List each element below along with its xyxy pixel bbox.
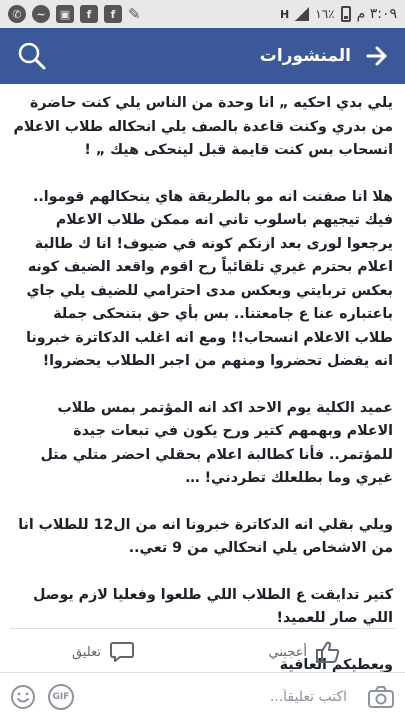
like-label: أعجبني bbox=[268, 644, 307, 660]
whatsapp-icon: ✆ bbox=[8, 5, 26, 23]
gif-button[interactable]: GIF bbox=[48, 684, 74, 710]
comment-label: تعليق bbox=[72, 644, 101, 660]
app-header bbox=[0, 28, 405, 84]
notification-icons bbox=[8, 5, 141, 23]
post-paragraph-1: يلي بدي احكيه „ انا وحدة من الناس يلي كنت حاضرة من بدري وكنت قاعدة بالصف يلي انحكاله طلاب الاعلام انسحاب بس كنت قايمة قبل لينحكى هيك „ ! bbox=[13, 95, 393, 158]
status-bar bbox=[0, 0, 405, 28]
search-button[interactable] bbox=[12, 36, 52, 76]
post-paragraph-2: هلا انا صفنت انه مو بالطريقة هاي ينحكالهم قوموا.. فيك تيجيهم باسلوب تاني انه ممكن طلاب الاعلام يرجعوا لورى بعد ازنكم كونه في ضيوف! انا ك طالبة اعلام بحترم غيري تلقائياً رح اقوم واقعد الضيف كونه بعكس تربايتي وبعكس مدى احترامي للضيف يلي جاي باعتباره عنا ع جامعتنا.. بس بأي حق بتنحكى جملة طلاب الاعلام انسحاب!! ومع انه اغلب الدكاترة خبرونا انه يفضل تحضروا ومنهم من اجبر الطلاب يحضروا! bbox=[26, 188, 393, 369]
network-indicator: H bbox=[280, 7, 290, 21]
comment-icon bbox=[109, 640, 135, 664]
messenger-icon: ~ bbox=[32, 5, 50, 23]
post-paragraph-3: عميد الكلية يوم الاحد اكد انه المؤتمر بمس طلاب الاعلام وبهمهم كتير ورح يكون في تبعات جيدة للمؤتمر.. فأنا كطالبة اعلام بحقلي احضر متلي متل غيري وما بطلعلك تطردني! … bbox=[40, 399, 393, 486]
clock: ٣:٠٩ م bbox=[356, 6, 397, 22]
thumbs-up-icon bbox=[315, 640, 341, 664]
divider bbox=[10, 628, 395, 629]
comment-button[interactable] bbox=[72, 640, 135, 664]
post-paragraph-6: ويعطيكم العافية bbox=[279, 656, 393, 673]
search-icon bbox=[17, 41, 47, 71]
comment-input[interactable] bbox=[86, 681, 355, 713]
back-button[interactable] bbox=[361, 40, 393, 72]
page-title: المنشورات bbox=[259, 46, 351, 66]
gallery-icon: ▣ bbox=[56, 5, 74, 23]
post-paragraph-5: كتير تدايقت ع الطلاب اللي طلعوا وفعليا لازم يوصل اللي صار للعميد! bbox=[33, 586, 393, 626]
arrow-right-icon bbox=[366, 46, 388, 66]
like-button[interactable] bbox=[269, 640, 341, 664]
facebook-icon: f bbox=[80, 5, 98, 23]
status-right bbox=[280, 6, 397, 22]
comment-bar bbox=[0, 672, 405, 720]
facebook-icon-2: f bbox=[104, 5, 122, 23]
post-actions bbox=[0, 632, 405, 672]
signal-icon bbox=[295, 7, 309, 21]
post-paragraph-4: ويلي بقلي انه الدكاترة خبرونا انه من ال12 للطلاب انا من الاشخاص يلي انحكالي من 9 تعي.. bbox=[18, 516, 393, 556]
emoji-icon[interactable] bbox=[10, 684, 36, 710]
pencil-icon: ✎ bbox=[128, 5, 141, 23]
camera-icon[interactable] bbox=[367, 685, 395, 709]
battery-percent: ١٦٪ bbox=[315, 7, 335, 21]
battery-icon bbox=[341, 6, 351, 22]
